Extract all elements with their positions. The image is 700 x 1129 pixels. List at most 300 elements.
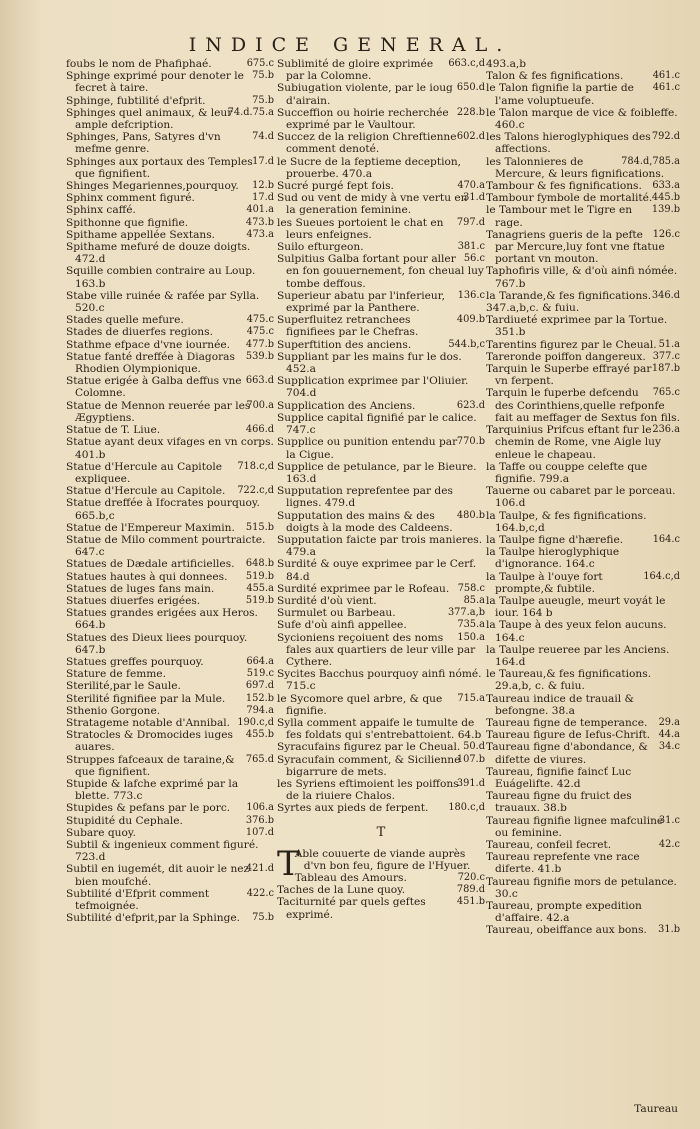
entry-text: Statue de T. Liue. [66,424,161,437]
entry-text: Sylla comment appaife le tumulte de fes foldats qui s'entrebattoient. 64.b [277,716,482,742]
entry-page-ref: 136.c [457,289,485,301]
entry-text: Supputation reprefentee par des lignes. 479.d [277,485,453,510]
index-entry [66,522,274,534]
entry-page-ref: 75.b [252,912,274,924]
entry-text: Sphinges quel animaux, & leur ample defcription. [66,106,233,132]
entry-text: Surdité d'où vient. [277,594,377,607]
entry-page-ref: 228.b [456,106,485,118]
index-entry [277,461,485,485]
entry-text: Sycites Bacchus pourquoy ainfi nómé. 715.c [277,668,482,693]
entry-text: Taureau, confeil fecret. [486,839,612,851]
index-entry [277,534,485,558]
entry-page-ref: 236.a [652,424,680,436]
entry-text: Taches de la Lune quoy. [277,884,406,897]
entry-page-ref: 421.d [245,863,274,875]
entry-page-ref: 770.b [456,436,485,448]
entry-page-ref: 164.c,d [643,570,680,582]
entry-text: la Taulpe figne d'hærefie. [486,533,624,546]
index-entry [486,107,680,131]
entry-text: Sud ou vent de midy à vne vertu en la generation feminine. [277,192,468,217]
entry-page-ref: 106.a [246,802,274,814]
entry-text: Stathme efpace d'vne iournée. [66,338,230,351]
page-header: INDICE GENERAL. [188,34,512,56]
index-entry [66,827,274,839]
index-entry [277,632,485,669]
entry-text: Able couuerte de viande auprès d'vn bon feu, figure de l'Hyuer. [294,847,471,872]
index-entry [66,156,274,180]
index-entry [66,888,274,912]
entry-text: Sufe d'où ainfi appellee. [277,619,407,632]
index-entry [277,375,485,399]
index-entry [66,424,274,436]
entry-text: Surdité exprimee par le Rofeau. [277,582,450,595]
index-entry [277,412,485,436]
entry-text: Statues des Dieux liees pourquoy. 647.b [66,631,248,656]
entry-page-ref: 180.c,d [448,802,485,814]
index-entry [486,668,680,692]
entry-text: la Taulpe, & fes fignifications. 164.b,c,d [486,509,647,534]
index-entry [277,82,485,106]
entry-text: Taureau figne du fruict des trauaux. 38.b [486,790,632,815]
index-entry [486,619,680,643]
entry-page-ref: 50.d [463,741,485,753]
entry-text: Stratageme notable d'Annibal. [66,716,231,729]
entry-page-ref: 56.c [463,253,485,265]
entry-text: Taureau, obeiffance aux bons. [486,924,647,937]
entry-text: Tareronde poiffon dangereux. [486,350,646,363]
entry-page-ref: 31.d [463,192,485,204]
entry-page-ref: 765.c [652,387,680,399]
index-entries-s [277,58,485,815]
index-entry [486,534,680,546]
index-entry [277,778,485,802]
entry-text: la Taupe à des yeux felon aucuns. 164.c [486,619,667,644]
entry-page-ref: 187.b [651,363,680,375]
index-entry [66,632,274,656]
entry-page-ref: 74.d [252,131,274,143]
entry-text: Superftition des anciens. [277,338,412,351]
index-entry [486,351,680,363]
entry-page-ref: 85.a [463,594,485,606]
entry-page-ref: 758.c [457,582,485,594]
entry-text: les Talonnieres de Mercure, & leurs fignifications. [486,155,665,180]
entry-text: Stabe ville ruinée & rafée par Sylla. 520.c [66,289,260,315]
index-entry [66,217,274,229]
entry-text: Supplice de petulance, par le Bieure. 163.d [277,460,477,485]
index-entry [66,668,274,680]
index-entry [66,815,274,827]
entry-text: foubs le nom de Phafiphaé. [66,58,212,70]
index-entry [66,778,274,802]
entry-text: Sphinges, Pans, Satyres d'vn mefme genre. [66,131,221,156]
index-entry [486,363,680,387]
entry-page-ref: 461.c [652,70,680,82]
entry-page-ref: 107.b [456,753,485,765]
index-entry [66,107,274,131]
entry-text: Succeffion ou hoirie recherchée exprimé par le Vaultour. [277,106,449,132]
entry-text: Surdité & ouye exprimee par le Cerf. 84.d [277,558,477,583]
entry-page-ref: 473.a [246,228,274,240]
entry-text: Taureau fignifie lignee mafculine ou feminine. [486,814,664,839]
entry-page-ref: 381.c [457,241,485,253]
index-entry [486,876,680,900]
index-entries-t [277,843,485,921]
index-entry [277,241,485,253]
entry-page-ref: 42.c [658,839,680,850]
entry-text: Sucré purgé fept fois. [277,180,394,193]
index-entry [277,131,485,155]
entry-text: Suilo efturgeon. [277,241,364,254]
index-entry [277,400,485,412]
entry-text: Stupidité du Cephale. [66,814,183,827]
index-entry [486,131,680,155]
entry-page-ref: 663.d [245,375,274,387]
entry-text: Subiugation violente, par le ioug d'airain. [277,82,453,107]
entry-page-ref: 794.a [246,704,274,716]
index-entry [486,900,680,924]
entry-text: Taureau reprefente vne race diferte. 41.b [486,851,640,876]
entry-text: Tauerne ou cabaret par le porceau. 106.d [486,485,676,510]
entry-page-ref: 623.d [456,399,485,411]
entry-page-ref: 422.c [246,887,274,899]
entry-text: Supplice capital fignifié par le calice. 747.c [277,411,477,437]
index-entry [486,229,680,266]
entry-text: le Sucre de la feptieme deception, prouerbe. 470.a [277,155,462,180]
index-entry [66,290,274,314]
index-entry [486,302,680,314]
index-entry [66,705,274,717]
entry-text: Statue d'Hercule au Capitole. [66,485,226,498]
index-entry [277,180,485,192]
entry-text: 347.a,b,c. & fuiu. [486,302,580,315]
entry-page-ref: 648.b [245,558,274,570]
index-entry [66,131,274,155]
index-entry [486,204,680,228]
index-entry [277,884,485,896]
index-entry [66,680,274,692]
index-entry [277,848,485,872]
entry-text: Supplice ou punition entendu par la Cigue. [277,436,458,461]
entry-page-ref: 722.c,d [237,485,274,497]
entry-page-ref: 190.c,d [237,716,274,728]
index-entry [277,436,485,460]
entry-text: Sphinx caffé. [66,204,136,217]
entry-text: Subtilité d'Efprit comment tefmoignée. [66,887,210,913]
index-entry [486,265,680,289]
entry-page-ref: 164.c [652,533,680,545]
entry-text: Taureau figne de temperance. [486,716,648,729]
index-entry [66,95,274,107]
index-entry [486,180,680,192]
index-entry [66,241,274,265]
entry-text: Succez de la religion Chreftienne comment denoté. [277,131,457,156]
entry-text: Struppes fafceaux de taraine,& que fignifient. [66,753,235,778]
entry-page-ref: 789.d [456,884,485,896]
index-entry [66,863,274,887]
index-entry [277,253,485,290]
entry-text: le Tambour met le Tigre en rage. [486,204,633,229]
entry-text: Taciturnité par quels geftes exprimé. [277,896,426,921]
entry-text: Statues hautes à qui donnees. [66,570,228,583]
entry-text: Stades quelle mefure. [66,314,184,327]
index-entry [66,571,274,583]
entry-page-ref: 51.a [658,338,680,350]
entry-page-ref: 139.b [651,204,680,216]
entry-text: Statue fanté dreffée à Diagoras Rhodien Olympionique. [66,350,235,376]
index-entry [277,58,485,82]
entry-text: Superieur abatu par l'inferieur, exprimé par la Panthere. [277,289,446,315]
entry-page-ref: 451.b [456,896,485,908]
entry-text: Sphinge, fubtilité d'efprit. [66,94,206,107]
entry-text: Statue ayant deux vifages en vn corps. 401.b [66,436,274,461]
entry-text: Stades de diuerfes regions. [66,326,213,339]
entry-text: Supputation des mains & des doigts à la mode des Caldeens. [277,509,453,534]
index-entry [277,351,485,375]
entry-page-ref: 461.c [652,82,680,94]
index-entry [66,485,274,497]
entry-text: Spithame appellée Sextans. [66,228,216,241]
entry-page-ref: 44.a [658,729,680,741]
entry-page-ref: 715.a [457,692,485,704]
index-entry [486,741,680,765]
entry-text: Supplication des Anciens. [277,399,416,412]
entry-text: le Sycomore quel arbre, & que fignifie. [277,692,443,717]
entry-text: Statue de Milo comment pourtraicte. 647.c [66,533,266,559]
index-entry [277,510,485,534]
entry-text: Sphinx comment figuré. [66,192,195,205]
entry-page-ref: 31.b [658,924,680,936]
section-t-entries [277,843,485,921]
index-entry [66,693,274,705]
entry-text: la Taulpe aueugle, meurt voyát le iour. 164 b [486,594,666,620]
index-entry [486,717,680,729]
index-entry [66,656,274,668]
entry-text: Statue dreffée à Ifocrates pourquoy. 665.b,c [66,497,260,522]
entry-text: le Talon marque de vice & foibleffe. 460.c [486,106,678,132]
index-entry [277,693,485,717]
entry-page-ref: 473.b [245,216,274,228]
index-entry [66,583,274,595]
entry-text: Spithame mefuré de douze doigts. 472.d [66,241,251,266]
index-entry [277,595,485,607]
index-entry [277,717,485,741]
entry-page-ref: 792.d [651,131,680,143]
entry-page-ref: 544.b,c [448,338,485,350]
index-entry [277,558,485,582]
entry-page-ref: 17.d [252,155,274,167]
index-entry [486,192,680,204]
entry-page-ref: 29.a [658,716,680,728]
entry-text: Tarquin le fuperbe defcendu des Corinthiens,quelle refponfe fait au meffager de Sextus fon fils. [486,387,680,424]
index-entry [66,58,274,70]
entry-page-ref: 602.d [456,131,485,143]
entry-text: Tambour & fes fignifications. [486,180,642,193]
entry-text: Taureau figne d'abondance, & difette de viures. [486,741,648,766]
index-entry [486,851,680,875]
index-entry [486,729,680,741]
entry-page-ref: 409.b [456,314,485,326]
entry-page-ref: 150.a [457,631,485,643]
index-entry [486,70,680,82]
index-entry [486,693,680,717]
entry-page-ref: 539.b [245,350,274,362]
entry-page-ref: 720.c [457,872,485,883]
entry-page-ref: 152.b [245,692,274,704]
entry-page-ref: 765.d [245,753,274,765]
entry-text: la Taffe ou couppe celefte que fignifie. 799.a [486,460,648,485]
entry-page-ref: 697.d [245,680,274,692]
entry-page-ref: 663.c,d [448,58,485,69]
entry-text: Taureau fignifie mors de petulance. 30.c [486,875,677,900]
entry-text: Tanagriens gueris de la pefte par Mercure,luy font vne ftatue portant vn mouton. [486,228,665,266]
entry-text: Sublimité de gloire exprimée par la Colomne. [277,58,434,83]
entry-page-ref: 455.a [246,582,274,594]
index-entry [486,546,680,570]
index-entry [66,314,274,326]
entry-text: Stupides & pefans par le porc. [66,802,231,815]
index-entry [66,729,274,753]
index-entry [277,896,485,920]
entry-text: Taphofiris ville, & d'où ainfi nómée. 767.b [486,265,678,290]
entry-page-ref: 735.a [457,619,485,631]
index-entry [66,326,274,338]
index-entry [277,156,485,180]
entry-text: Shinges Megariennes,pourquoy. [66,180,239,193]
index-entry [486,571,680,595]
entry-page-ref: 34.c [658,741,680,753]
entry-page-ref: 475.c [246,314,274,326]
entry-text: Statue de l'Empereur Maximin. [66,521,235,534]
entry-page-ref: 126.c [652,228,680,240]
index-entry [486,82,680,106]
entry-text: Tarentins figurez par le Cheual. [486,338,657,351]
entry-text: Supputation faicte par trois manieres. 479.a [277,533,483,559]
entry-text: la Taulpe reueree par les Anciens. 164.d [486,643,670,668]
entry-text: Statue erigée à Galba deffus vne Colomne. [66,375,242,400]
entry-text: les Sueues portoient le chat en leurs enfeignes. [277,216,444,241]
entry-text: la Tarande,& fes fignifications. [486,289,652,302]
entry-text: Taureau figure de Iefus-Chrift. [486,729,651,742]
entry-page-ref: 664.a [246,655,274,667]
entry-text: le Talon fignifie la partie de l'ame voluptueufe. [486,82,634,107]
entry-page-ref: 75.b [252,94,274,106]
index-entry [277,607,485,619]
entry-text: Tardiueté exprimee par la Tortue. 351.b [486,314,668,339]
index-entry [277,339,485,351]
entry-page-ref: 346.d [651,289,680,301]
entry-text: Syrtes aux pieds de ferpent. [277,802,429,815]
entry-text: Subtil & ingenieux comment figuré. 723.d [66,839,259,864]
entry-text: Statue d'Hercule au Capitole expliquee. [66,460,222,485]
entry-text: Tarquinius Prifcus eftant fur le chemin de Rome, vne Aigle luy enleue le chapeau. [486,424,661,461]
entry-page-ref: 700.a [246,399,274,411]
index-entry [277,668,485,692]
entry-text: Sterilité,par le Saule. [66,680,181,693]
entry-page-ref: 391.d [456,777,485,789]
entry-page-ref: 784.d,785.a [621,155,680,167]
entry-page-ref: 519.b [245,570,274,582]
entry-text: Tableau des Amours. [294,872,407,884]
index-entry [277,754,485,778]
entry-page-ref: 466.d [245,424,274,436]
entry-text: Tambour fymbole de mortalité. [486,192,653,205]
index-entry [486,815,680,839]
index-entry [66,607,274,631]
entry-page-ref: 377.a,b [447,607,485,619]
index-entry [486,339,680,351]
index-entry [486,314,680,338]
entry-text: Sterilité fignifiee par la Mule. [66,692,226,705]
entry-page-ref: 12.b [252,180,274,192]
entry-page-ref: 477.b [245,338,274,350]
index-entry [486,766,680,790]
index-entry [486,510,680,534]
index-column-middle [277,58,485,921]
index-entry [66,180,274,192]
index-entry [486,595,680,619]
entry-text: Sphinges aux portaux des Temples que fignifient. [66,155,253,180]
index-entry [486,58,680,70]
index-entry [486,790,680,814]
entry-page-ref: 675.c [246,58,274,69]
index-entry [277,583,485,595]
index-entry [66,461,274,485]
entry-page-ref: 75.b [252,70,274,82]
index-entry [66,534,274,558]
entry-text: Surmulet ou Barbeau. [277,607,396,620]
index-entry [277,619,485,631]
index-entry [66,839,274,863]
entry-text: la Taulpe hieroglyphique d'ignorance. 164.c [486,546,620,571]
entry-text: les Talons hieroglyphiques des affections. [486,131,651,156]
index-entry [486,644,680,668]
entry-page-ref: 650.d [456,82,485,94]
entry-page-ref: 455.b [245,729,274,741]
index-entry [277,290,485,314]
index-entry [66,717,274,729]
index-entry [277,192,485,216]
entry-text: Subtilité d'efprit,par la Sphinge. [66,912,241,925]
entry-text: Statue de Mennon reuerée par les Ægyptiens. [66,399,251,424]
index-entry [486,839,680,851]
index-entry [66,229,274,241]
entry-text: Taureau, prompte expedition d'affaire. 42.a [486,900,642,925]
entry-page-ref: 797.d [456,216,485,228]
index-entry [486,485,680,509]
entry-page-ref: 445.b [651,192,680,204]
entry-page-ref: 401.a [246,204,274,216]
index-entry [277,485,485,509]
index-entry [486,290,680,302]
index-entry [486,461,680,485]
index-entry [277,314,485,338]
entry-text: Sphinge exprimé pour denoter le fecret à taire. [66,70,244,95]
index-entry [277,872,485,884]
entry-text: Supplication exprimee par l'Oliuier. 704.d [277,375,469,400]
entry-page-ref: 17.d [252,192,274,204]
entry-page-ref: 633.a [652,180,680,192]
entry-page-ref: 475.c [246,326,274,338]
entry-text: Sthenio Gorgone. [66,704,161,717]
entry-text: Stupide & lafche exprimé par la blette. 773.c [66,777,239,803]
index-entry [277,802,485,814]
entry-page-ref: 470.a [457,180,485,192]
entry-text: Subare quoy. [66,826,136,839]
entry-text: Spithonne que fignifie. [66,216,189,229]
index-entry [66,497,274,521]
index-entry [66,400,274,424]
entry-text: Superfluitez retranchees fignifiees par le Chefras. [277,314,419,339]
